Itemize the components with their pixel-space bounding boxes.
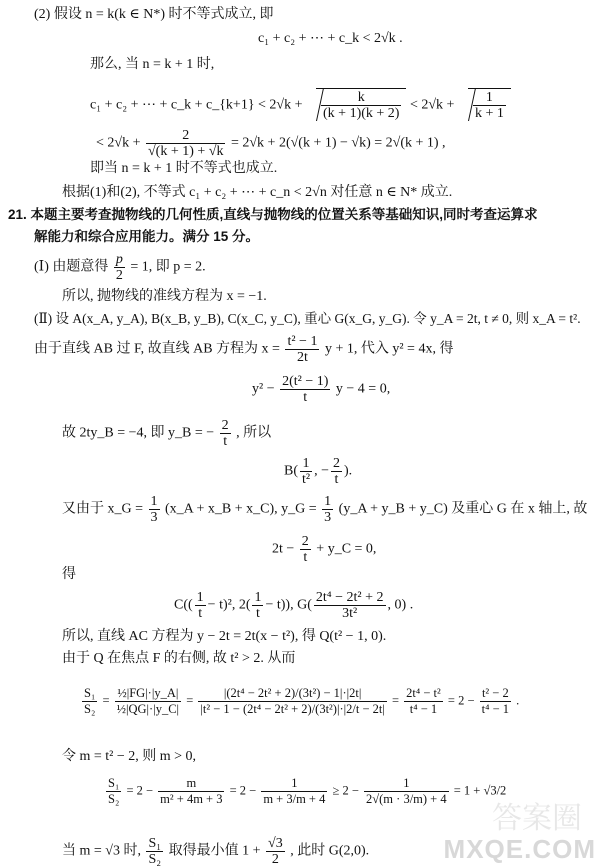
line-hypothesis: c₁ + c₂ + ⋯ + c_k < 2√k .: [258, 31, 403, 46]
line-centroid: 又由于 x_G = $\frac{1}{3}$ (x_A + x_B + x_C), y_G = $\frac{1}{3}$ (y_A + y_B + y_C) 及重心 G 在 x 轴上, 故: [62, 494, 588, 525]
watermark-logo: 答案圈: [492, 801, 582, 836]
line-minimum-value: 当 m = √3 时, $\frac{\text{S₁}}{\text{S₂}}$ 取得最小值 1 + $\frac{√3}{2}$ , 此时 G(2,0).: [62, 836, 370, 867]
line-assume: (2) 假设 n = k(k ∈ N*) 时不等式成立, 即: [34, 7, 274, 22]
line-then: 那么, 当 n = k + 1 时,: [90, 57, 215, 72]
part-1: (Ⅰ) 由题意得 $\frac{p}{2}$ = 1, 即 p = 2.: [34, 252, 206, 283]
problem-21-header-2: 解能力和综合应用能力。满分 15 分。: [34, 229, 260, 244]
line-ac: 所以, 直线 AC 方程为 y − 2t = 2t(x − t²), 得 Q(t² − 1, 0).: [62, 629, 387, 644]
line-yb: 故 2ty_B = −4, 即 y_B = − $\frac{2}{t}$ , 所以: [62, 418, 272, 449]
line-ab-equation: 由于直线 AB 过 F, 故直线 AB 方程为 x = $\frac{\text{t² − 1}}{2t}$ y + 1, 代入 y² = 4x, 得: [34, 334, 454, 365]
line-by-induction: 根据(1)和(2), 不等式 c₁ + c₂ + ⋯ + c_n < 2√n 对任意 n ∈ N* 成立.: [62, 185, 453, 200]
yc-equation: 2t − $\frac{2}{t}$ + y_C = 0,: [272, 534, 377, 565]
part-2-setup: (Ⅱ) 设 A(x_A, y_A), B(x_B, y_B), C(x_C, y_C), 重心 G(x_G, y_G). 令 y_A = 2t, t ≠ 0, 则 x_A = t².: [34, 311, 581, 326]
line-q-right: 由于 Q 在焦点 F 的右侧, 故 t² > 2. 从而: [62, 651, 296, 666]
directrix-line: 所以, 抛物线的准线方程为 x = −1.: [62, 289, 267, 304]
line-de: 得: [62, 567, 76, 582]
quadratic-eq: y² − $\frac{\text{2(t² − 1)}}{t}$ y − 4 = 0,: [252, 374, 391, 405]
line-inequality-2: < 2√k + $\frac{2}{√(k + 1) + √k}$ = 2√k + 2(√(k + 1) − √k) = 2√(k + 1) ,: [96, 128, 446, 159]
line-let-m: 令 m = t² − 2, 则 m > 0,: [62, 749, 197, 764]
line-inequality-1: c₁ + c₂ + ⋯ + c_k + c_{k+1} < 2√k + $\frac{k}{(k + 1)(k + 2)}$ < 2√k + $\frac{1}{k + 1}$: [90, 88, 511, 121]
minimum-derivation: $\frac{\text{S₁}}{\text{S₂}}$ = 2 − $\frac{m}{\text{m² + 4m + 3}}$ = 2 − $\frac{1}{m + 3/m + 4}$ ≥ 2 − $\frac{1}{2√(m \cdot 3/m) + 4}$ = 1 + √3/2: [108, 776, 507, 806]
watermark: MXQE.COM: [443, 834, 596, 864]
line-conclusion: 即当 n = k + 1 时不等式也成立.: [90, 161, 278, 176]
point-b: B( $\frac{1}{\text{t²}}$ , − $\frac{2}{t}$ ).: [284, 456, 353, 487]
points-c-g: C(( $\frac{1}{t}$ − t)², 2( $\frac{1}{t}$ − t)), G( $\frac{\text{2t⁴ − 2t² + 2}}{\text{3t²}}$ , 0) .: [174, 590, 414, 621]
problem-21-header: 21. 本题主要考查抛物线的几何性质,直线与抛物线的位置关系等基础知识,同时考查运算求: [8, 207, 538, 222]
ratio-s1-s2: $\frac{\text{S₁}}{\text{S₂}}$ = $\frac{\text{½|FG|·|y\_A|}}{\text{½|QG|·|y\_C|}}$ = $\frac{\text{|(2t⁴ − 2t² + 2)/(3t²) − 1|·|2t|}}{\text{|t² − 1 − (2t⁴ − 2t² + 2)/(3t²)|·|2/t − 2t|}}$ = $\frac{\text{2t⁴ − t²}}{\text{t⁴ − 1}}$ = 2 − $\frac{\text{t² − 2}}{\text{t⁴ − 1}}$ .: [84, 686, 520, 716]
